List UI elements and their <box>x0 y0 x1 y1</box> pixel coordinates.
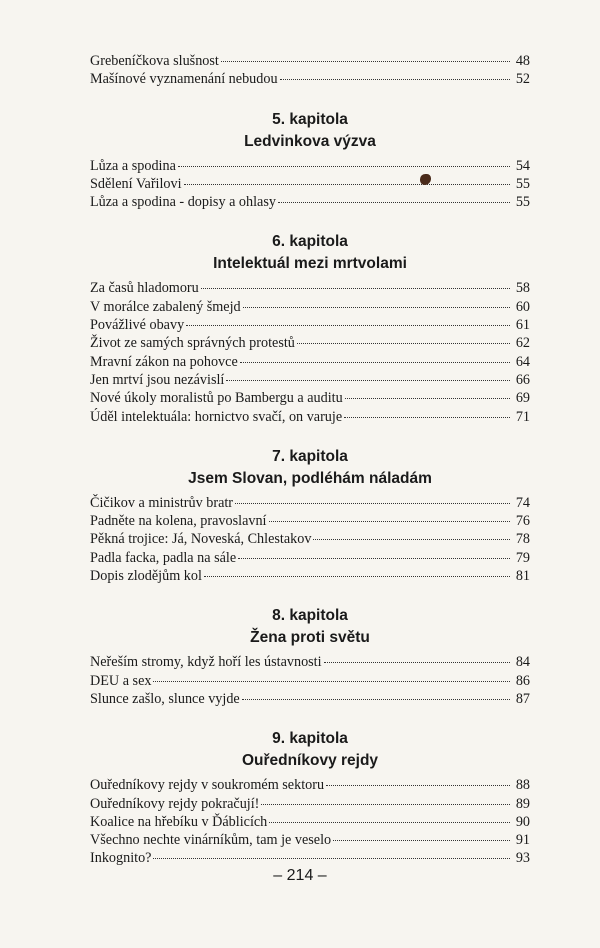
toc-entry <box>90 831 530 849</box>
chapter-title: Ouředníkovy rejdy <box>241 752 379 770</box>
chapter-section <box>90 728 530 867</box>
toc-entry-title: Jen mrtví jsou nezávislí <box>90 371 225 388</box>
toc-entry-title: Život ze samých správných protestů <box>90 335 295 352</box>
toc-entry-page: 89 <box>515 795 530 812</box>
toc-entry <box>90 334 530 352</box>
toc-entry <box>90 353 530 371</box>
chapter-number: 8. kapitola <box>272 607 348 625</box>
dot-leader <box>204 576 510 577</box>
dot-leader <box>153 681 510 682</box>
page-number: – 214 – <box>273 867 327 884</box>
toc-entry-title: Koalice na hřebíku v Ďáblicích <box>90 813 268 830</box>
chapter-heading <box>90 446 530 490</box>
toc-entry-page: 79 <box>515 549 530 566</box>
toc-entry-page: 90 <box>515 813 530 830</box>
toc-entry-page: 88 <box>515 777 530 794</box>
dot-leader <box>297 343 510 344</box>
dot-leader <box>345 398 510 399</box>
dot-leader <box>178 166 510 167</box>
toc-entry-page: 87 <box>515 690 530 707</box>
intro-section <box>90 52 530 89</box>
dot-leader <box>324 662 510 663</box>
dot-leader <box>238 558 510 559</box>
chapter-number: 6. kapitola <box>272 233 348 251</box>
toc-entry-page: 74 <box>515 494 530 511</box>
toc-entry-title: Pěkná trojice: Já, Noveská, Chlestakov <box>90 531 312 548</box>
toc-entry <box>90 672 530 690</box>
toc-entry-page: 66 <box>515 371 530 388</box>
toc-entry-page: 55 <box>515 194 530 211</box>
toc-entry <box>90 494 530 512</box>
chapter-number: 7. kapitola <box>272 447 348 465</box>
toc-entry-title: Lůza a spodina - dopisy a ohlasy <box>90 194 276 211</box>
dot-leader <box>240 362 510 363</box>
chapter-section <box>90 446 530 585</box>
toc-entry-page: 76 <box>515 513 530 530</box>
chapter-number: 9. kapitola <box>272 730 348 748</box>
toc-entry-title: Povážlivé obavy <box>90 317 185 334</box>
toc-entry-page: 60 <box>515 298 530 315</box>
toc-entry-title: Mravní zákon na pohovce <box>90 353 238 370</box>
toc-entry <box>90 690 530 708</box>
toc-entry <box>90 316 530 334</box>
toc-entry-title: Dopis zlodějům kol <box>90 568 202 585</box>
chapter-title: Intelektuál mezi mrtvolami <box>213 255 407 273</box>
toc-entry-page: 71 <box>515 408 530 425</box>
toc-entry-page: 61 <box>515 317 530 334</box>
toc-entry <box>90 52 530 70</box>
toc-entry-page: 93 <box>515 850 530 867</box>
chapter-heading <box>90 728 530 772</box>
toc-entry-title: Ouředníkovy rejdy pokračují! <box>90 795 260 812</box>
dot-leader <box>184 184 510 185</box>
toc-entry <box>90 175 530 193</box>
toc-entry <box>90 279 530 297</box>
dot-leader <box>221 61 510 62</box>
dot-leader <box>280 79 510 80</box>
dot-leader <box>201 288 510 289</box>
toc-entry <box>90 530 530 548</box>
toc-entry-title: Mašínové vyznamenání nebudou <box>90 71 278 88</box>
dot-leader <box>186 325 510 326</box>
chapter-title: Jsem Slovan, podléhám náladám <box>188 469 432 487</box>
dot-leader <box>226 380 510 381</box>
dot-leader <box>235 503 510 504</box>
toc-entry <box>90 795 530 813</box>
toc-entry <box>90 653 530 671</box>
chapter-heading <box>90 605 530 649</box>
dot-leader <box>269 822 510 823</box>
dot-leader <box>326 785 510 786</box>
toc-entry-page: 58 <box>515 280 530 297</box>
toc-entry-title: Grebeníčkova slušnost <box>90 53 219 69</box>
chapter-title: Ledvinkova výzva <box>244 132 376 150</box>
toc-entry <box>90 776 530 794</box>
toc-entry-page: 64 <box>515 353 530 370</box>
dot-leader <box>333 840 510 841</box>
toc-entry-title: Padla facka, padla na sále <box>90 549 237 566</box>
chapter-section <box>90 109 530 212</box>
toc-entry-title: Padněte na kolena, pravoslavní <box>90 513 267 530</box>
toc-entry <box>90 193 530 211</box>
toc-entry-page: 91 <box>515 832 530 849</box>
toc-entry <box>90 567 530 585</box>
toc-entry-page: 78 <box>515 531 530 548</box>
toc-entry-page: 84 <box>515 654 530 671</box>
toc-entry <box>90 70 530 88</box>
toc-entry-title: Sdělení Vařilovi <box>90 175 182 192</box>
dot-leader <box>243 307 510 308</box>
toc-entry-page: 54 <box>515 157 530 174</box>
toc-entry-title: DEU a sex <box>90 672 152 689</box>
toc-entry <box>90 371 530 389</box>
dot-leader <box>261 804 510 805</box>
table-of-contents <box>90 52 530 868</box>
toc-entry-title: Čičikov a ministrův bratr <box>90 494 234 511</box>
toc-entry <box>90 549 530 567</box>
toc-entry-title: Inkognito? <box>90 850 152 867</box>
dot-leader <box>313 539 510 540</box>
toc-entry-page: 62 <box>515 335 530 352</box>
toc-entry-title: Slunce zašlo, slunce vyjde <box>90 690 240 707</box>
toc-entry-page: 81 <box>515 568 530 585</box>
chapter-heading <box>90 109 530 153</box>
toc-entry-title: Úděl intelektuála: hornictvo svačí, on varuje <box>90 408 343 425</box>
toc-entry <box>90 512 530 530</box>
chapter-section <box>90 231 530 425</box>
toc-entry-title: Lůza a spodina <box>90 157 176 174</box>
toc-entry <box>90 389 530 407</box>
toc-entry-page: 86 <box>515 672 530 689</box>
toc-entry <box>90 849 530 867</box>
toc-entry <box>90 157 530 175</box>
toc-entry-title: Neřeším stromy, když hoří les ústavnosti <box>90 654 322 671</box>
toc-entry-title: Nové úkoly moralistů po Bambergu a auditu <box>90 390 343 407</box>
dot-leader <box>344 417 510 418</box>
dot-leader <box>278 202 510 203</box>
dot-leader <box>153 858 510 859</box>
toc-entry-page: 69 <box>515 390 530 407</box>
chapter-number: 5. kapitola <box>272 110 348 128</box>
toc-entry-title: Všechno nechte vinárníkům, tam je veselo <box>90 832 332 849</box>
chapter-heading <box>90 231 530 275</box>
toc-entry-title: V morálce zabalený šmejd <box>90 298 241 315</box>
toc-entry <box>90 408 530 426</box>
dot-leader <box>269 521 511 522</box>
toc-entry-page: 52 <box>515 71 530 88</box>
chapter-title: Žena proti světu <box>250 629 370 647</box>
toc-entry <box>90 813 530 831</box>
toc-entry-title: Ouředníkovy rejdy v soukromém sektoru <box>90 777 325 794</box>
chapter-section <box>90 605 530 708</box>
toc-entry <box>90 298 530 316</box>
toc-entry-page: 55 <box>515 175 530 192</box>
toc-entry-title: Za časů hladomoru <box>90 280 199 297</box>
dot-leader <box>242 699 510 700</box>
toc-entry-page: 48 <box>515 53 530 69</box>
